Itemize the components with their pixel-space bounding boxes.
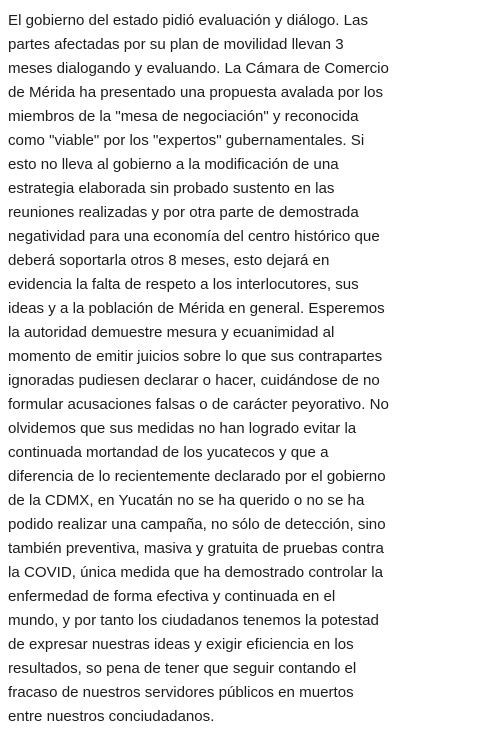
post-line: miembros de la "mesa de negociación" y reconocida [8, 108, 359, 125]
post-line: de la CDMX, en Yucatán no se ha querido o no se ha [8, 492, 365, 509]
post-line: podido realizar una campaña, no sólo de detección, sino [8, 516, 386, 533]
post-line: momento de emitir juicios sobre lo que sus contrapartes [8, 348, 383, 365]
post-line: olvidemos que sus medidas no han logrado evitar la [8, 420, 357, 437]
post-line: de expresar nuestras ideas y exigir eficiencia en los [8, 636, 354, 653]
post-line: deberá soportarla otros 8 meses, esto dejará en [8, 252, 330, 269]
post-line: esto no lleva al gobierno a la modificación de una [8, 156, 339, 173]
post-line: formular acusaciones falsas o de carácter peyorativo. No [8, 396, 389, 413]
post-line: partes afectadas por su plan de movilidad llevan 3 [8, 36, 344, 53]
post-line: de Mérida ha presentado una propuesta avalada por los [8, 84, 384, 101]
post-line: fracaso de nuestros servidores públicos en muertos [8, 684, 354, 701]
post-line: El gobierno del estado pidió evaluación y diálogo. Las [8, 12, 368, 29]
post-line: entre nuestros conciudadanos. [8, 708, 215, 725]
post-line: la autoridad demuestre mesura y ecuanimidad al [8, 324, 335, 341]
post-line: meses dialogando y evaluando. La Cámara de Comercio [8, 60, 389, 77]
post-line: resultados, so pena de tener que seguir contando el [8, 660, 357, 677]
post-line: estrategia elaborada sin probado sustento en las [8, 180, 335, 197]
post-line: la COVID, única medida que ha demostrado controlar la [8, 564, 384, 581]
post-line: ideas y a la población de Mérida en general. Esperemos [8, 300, 385, 317]
post-line: enfermedad de forma efectiva y continuada en el [8, 588, 336, 605]
post-line: diferencia de lo recientemente declarado por el gobierno [8, 468, 386, 485]
post-line: como "viable" por los "expertos" gubernamentales. Si [8, 132, 365, 149]
post-line: también preventiva, masiva y gratuita de pruebas contra [8, 540, 384, 557]
post-line: evidencia la falta de respeto a los interlocutores, sus [8, 276, 359, 293]
post-line: mundo, y por tanto los ciudadanos tenemos la potestad [8, 612, 379, 629]
post-text [8, 9, 472, 729]
post-line: ignoradas pudiesen declarar o hacer, cuidándose de no [8, 372, 380, 389]
post-line: continuada mortandad de los yucatecos y que a [8, 444, 329, 461]
post-line: reuniones realizadas y por otra parte de demostrada [8, 204, 359, 221]
post-line: negatividad para una economía del centro histórico que [8, 228, 380, 245]
